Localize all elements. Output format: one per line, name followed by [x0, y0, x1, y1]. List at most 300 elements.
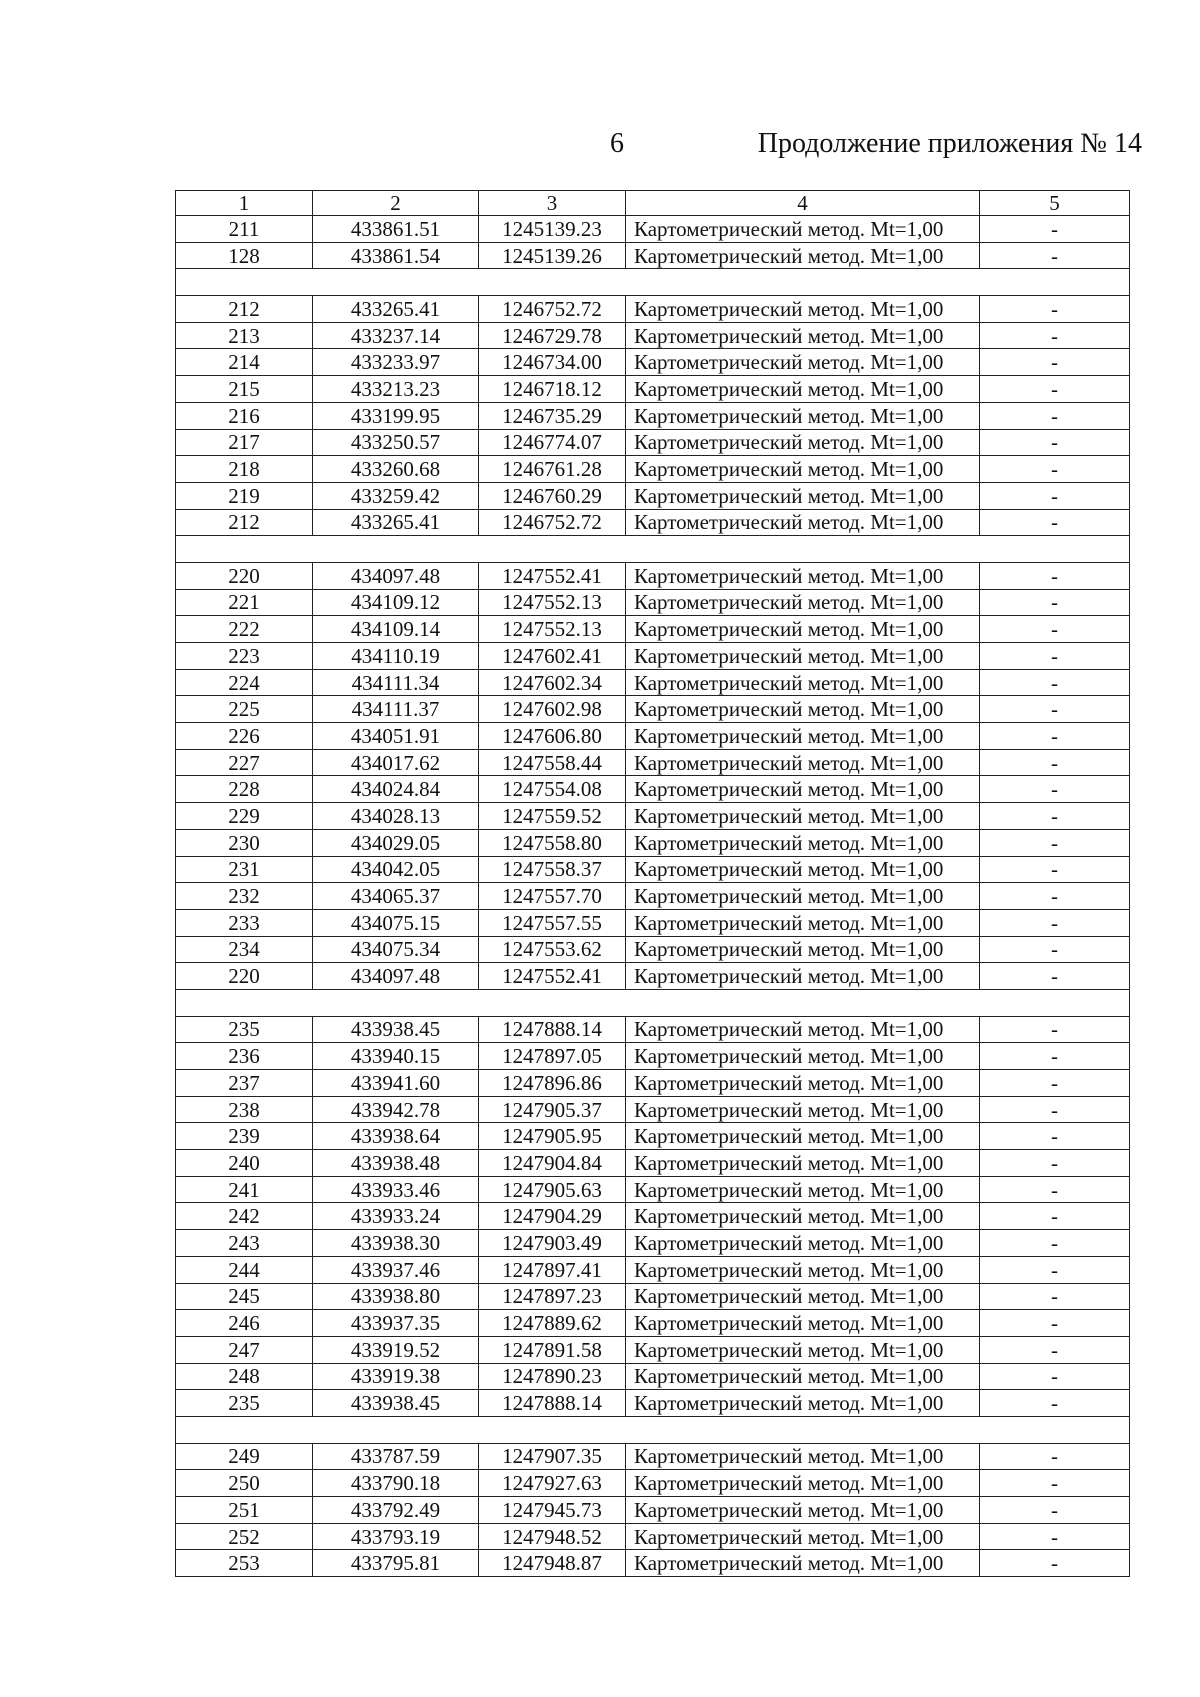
- separator-cell: [176, 269, 1130, 296]
- point-number-cell: 248: [176, 1363, 313, 1390]
- x-coordinate-cell: 433938.45: [313, 1390, 479, 1417]
- point-number-cell: 250: [176, 1470, 313, 1497]
- y-coordinate-cell: 1247907.35: [479, 1443, 626, 1470]
- note-cell: -: [980, 696, 1130, 723]
- x-coordinate-cell: 433861.54: [313, 242, 479, 269]
- y-coordinate-cell: 1247896.86: [479, 1070, 626, 1097]
- note-cell: -: [980, 829, 1130, 856]
- method-cell: Картометрический метод. Mt=1,00: [626, 1363, 980, 1390]
- note-cell: -: [980, 376, 1130, 403]
- y-coordinate-cell: 1247552.13: [479, 589, 626, 616]
- y-coordinate-cell: 1246760.29: [479, 482, 626, 509]
- table-row: [176, 349, 1130, 376]
- table-row: [176, 909, 1130, 936]
- point-number-cell: 212: [176, 509, 313, 536]
- note-cell: -: [980, 1070, 1130, 1097]
- table-row: [176, 1470, 1130, 1497]
- x-coordinate-cell: 434097.48: [313, 963, 479, 990]
- y-coordinate-cell: 1247553.62: [479, 936, 626, 963]
- y-coordinate-cell: 1247558.80: [479, 829, 626, 856]
- table-row: [176, 883, 1130, 910]
- method-cell: Картометрический метод. Mt=1,00: [626, 1497, 980, 1524]
- point-number-cell: 234: [176, 936, 313, 963]
- note-cell: -: [980, 616, 1130, 643]
- note-cell: -: [980, 589, 1130, 616]
- note-cell: -: [980, 803, 1130, 830]
- y-coordinate-cell: 1247602.98: [479, 696, 626, 723]
- point-number-cell: 244: [176, 1256, 313, 1283]
- note-cell: -: [980, 856, 1130, 883]
- table-row: [176, 1096, 1130, 1123]
- y-coordinate-cell: 1247897.23: [479, 1283, 626, 1310]
- point-number-cell: 213: [176, 322, 313, 349]
- point-number-cell: 232: [176, 883, 313, 910]
- method-cell: Картометрический метод. Mt=1,00: [626, 1096, 980, 1123]
- table-row: [176, 1150, 1130, 1177]
- method-cell: Картометрический метод. Mt=1,00: [626, 1550, 980, 1577]
- point-number-cell: 211: [176, 216, 313, 243]
- y-coordinate-cell: 1247890.23: [479, 1363, 626, 1390]
- note-cell: -: [980, 242, 1130, 269]
- note-cell: -: [980, 1043, 1130, 1070]
- x-coordinate-cell: 433919.38: [313, 1363, 479, 1390]
- table-row: [176, 1550, 1130, 1577]
- point-number-cell: 225: [176, 696, 313, 723]
- point-number-cell: 236: [176, 1043, 313, 1070]
- x-coordinate-cell: 433941.60: [313, 1070, 479, 1097]
- y-coordinate-cell: 1245139.23: [479, 216, 626, 243]
- point-number-cell: 222: [176, 616, 313, 643]
- method-cell: Картометрический метод. Mt=1,00: [626, 883, 980, 910]
- point-number-cell: 235: [176, 1016, 313, 1043]
- point-number-cell: 218: [176, 456, 313, 483]
- x-coordinate-cell: 434051.91: [313, 723, 479, 750]
- x-coordinate-cell: 433937.35: [313, 1310, 479, 1337]
- x-coordinate-cell: 434111.37: [313, 696, 479, 723]
- table-body: [176, 216, 1130, 1577]
- table-row: [176, 1336, 1130, 1363]
- note-cell: -: [980, 482, 1130, 509]
- table-row: [176, 296, 1130, 323]
- point-number-cell: 233: [176, 909, 313, 936]
- table-row: [176, 669, 1130, 696]
- group-separator-row: [176, 989, 1130, 1016]
- note-cell: -: [980, 643, 1130, 670]
- x-coordinate-cell: 433265.41: [313, 296, 479, 323]
- y-coordinate-cell: 1247904.29: [479, 1203, 626, 1230]
- x-coordinate-cell: 433787.59: [313, 1443, 479, 1470]
- x-coordinate-cell: 434075.15: [313, 909, 479, 936]
- method-cell: Картометрический метод. Mt=1,00: [626, 803, 980, 830]
- point-number-cell: 219: [176, 482, 313, 509]
- method-cell: Картометрический метод. Mt=1,00: [626, 856, 980, 883]
- point-number-cell: 246: [176, 1310, 313, 1337]
- table-row: [176, 723, 1130, 750]
- method-cell: Картометрический метод. Mt=1,00: [626, 322, 980, 349]
- point-number-cell: 230: [176, 829, 313, 856]
- method-cell: Картометрический метод. Mt=1,00: [626, 1016, 980, 1043]
- x-coordinate-cell: 434110.19: [313, 643, 479, 670]
- group-separator-row: [176, 269, 1130, 296]
- method-cell: Картометрический метод. Mt=1,00: [626, 1256, 980, 1283]
- column-header: 3: [479, 191, 626, 216]
- table-row: [176, 1256, 1130, 1283]
- point-number-cell: 252: [176, 1523, 313, 1550]
- table-row: [176, 456, 1130, 483]
- note-cell: -: [980, 909, 1130, 936]
- method-cell: Картометрический метод. Mt=1,00: [626, 909, 980, 936]
- x-coordinate-cell: 434111.34: [313, 669, 479, 696]
- y-coordinate-cell: 1247558.44: [479, 749, 626, 776]
- note-cell: -: [980, 349, 1130, 376]
- table-row: [176, 242, 1130, 269]
- point-number-cell: 216: [176, 402, 313, 429]
- x-coordinate-cell: 434097.48: [313, 562, 479, 589]
- y-coordinate-cell: 1247927.63: [479, 1470, 626, 1497]
- table-row: [176, 856, 1130, 883]
- y-coordinate-cell: 1246734.00: [479, 349, 626, 376]
- point-number-cell: 220: [176, 562, 313, 589]
- method-cell: Картометрический метод. Mt=1,00: [626, 616, 980, 643]
- y-coordinate-cell: 1246774.07: [479, 429, 626, 456]
- x-coordinate-cell: 433260.68: [313, 456, 479, 483]
- point-number-cell: 235: [176, 1390, 313, 1417]
- y-coordinate-cell: 1246752.72: [479, 509, 626, 536]
- table-row: [176, 1203, 1130, 1230]
- point-number-cell: 241: [176, 1176, 313, 1203]
- y-coordinate-cell: 1247558.37: [479, 856, 626, 883]
- table-row: [176, 776, 1130, 803]
- note-cell: -: [980, 883, 1130, 910]
- table-row: [176, 322, 1130, 349]
- group-separator-row: [176, 536, 1130, 563]
- x-coordinate-cell: 433938.45: [313, 1016, 479, 1043]
- method-cell: Картометрический метод. Mt=1,00: [626, 1390, 980, 1417]
- note-cell: -: [980, 776, 1130, 803]
- method-cell: Картометрический метод. Mt=1,00: [626, 829, 980, 856]
- x-coordinate-cell: 434042.05: [313, 856, 479, 883]
- method-cell: Картометрический метод. Mt=1,00: [626, 429, 980, 456]
- point-number-cell: 249: [176, 1443, 313, 1470]
- method-cell: Картометрический метод. Mt=1,00: [626, 1470, 980, 1497]
- table-row: [176, 1310, 1130, 1337]
- note-cell: -: [980, 1283, 1130, 1310]
- table-row: [176, 1123, 1130, 1150]
- y-coordinate-cell: 1247897.05: [479, 1043, 626, 1070]
- point-number-cell: 243: [176, 1230, 313, 1257]
- method-cell: Картометрический метод. Mt=1,00: [626, 562, 980, 589]
- table-row: [176, 936, 1130, 963]
- column-header: 1: [176, 191, 313, 216]
- method-cell: Картометрический метод. Mt=1,00: [626, 1070, 980, 1097]
- y-coordinate-cell: 1247552.13: [479, 616, 626, 643]
- point-number-cell: 251: [176, 1497, 313, 1524]
- method-cell: Картометрический метод. Mt=1,00: [626, 349, 980, 376]
- table-header-row: [176, 191, 1130, 216]
- note-cell: -: [980, 723, 1130, 750]
- table-row: [176, 1176, 1130, 1203]
- x-coordinate-cell: 434028.13: [313, 803, 479, 830]
- x-coordinate-cell: 433937.46: [313, 1256, 479, 1283]
- method-cell: Картометрический метод. Mt=1,00: [626, 296, 980, 323]
- note-cell: -: [980, 1123, 1130, 1150]
- note-cell: -: [980, 429, 1130, 456]
- table-row: [176, 643, 1130, 670]
- method-cell: Картометрический метод. Mt=1,00: [626, 402, 980, 429]
- point-number-cell: 240: [176, 1150, 313, 1177]
- y-coordinate-cell: 1246735.29: [479, 402, 626, 429]
- method-cell: Картометрический метод. Mt=1,00: [626, 482, 980, 509]
- table-row: [176, 1230, 1130, 1257]
- y-coordinate-cell: 1247948.87: [479, 1550, 626, 1577]
- table-row: [176, 1523, 1130, 1550]
- x-coordinate-cell: 433938.64: [313, 1123, 479, 1150]
- table-row: [176, 216, 1130, 243]
- note-cell: -: [980, 749, 1130, 776]
- y-coordinate-cell: 1247602.34: [479, 669, 626, 696]
- x-coordinate-cell: 433250.57: [313, 429, 479, 456]
- page-caption: Продолжение приложения № 14: [757, 128, 1142, 159]
- table-row: [176, 1443, 1130, 1470]
- x-coordinate-cell: 433938.80: [313, 1283, 479, 1310]
- table-row: [176, 562, 1130, 589]
- point-number-cell: 227: [176, 749, 313, 776]
- x-coordinate-cell: 433861.51: [313, 216, 479, 243]
- method-cell: Картометрический метод. Mt=1,00: [626, 776, 980, 803]
- x-coordinate-cell: 433933.24: [313, 1203, 479, 1230]
- method-cell: Картометрический метод. Mt=1,00: [626, 216, 980, 243]
- group-separator-row: [176, 1416, 1130, 1443]
- point-number-cell: 237: [176, 1070, 313, 1097]
- table-row: [176, 402, 1130, 429]
- point-number-cell: 245: [176, 1283, 313, 1310]
- point-number-cell: 221: [176, 589, 313, 616]
- method-cell: Картометрический метод. Mt=1,00: [626, 589, 980, 616]
- separator-cell: [176, 989, 1130, 1016]
- x-coordinate-cell: 433795.81: [313, 1550, 479, 1577]
- table-row: [176, 482, 1130, 509]
- x-coordinate-cell: 433940.15: [313, 1043, 479, 1070]
- table-row: [176, 1363, 1130, 1390]
- method-cell: Картометрический метод. Mt=1,00: [626, 1043, 980, 1070]
- column-header: 4: [626, 191, 980, 216]
- x-coordinate-cell: 434109.12: [313, 589, 479, 616]
- point-number-cell: 128: [176, 242, 313, 269]
- note-cell: -: [980, 509, 1130, 536]
- table-row: [176, 1016, 1130, 1043]
- separator-cell: [176, 1416, 1130, 1443]
- table-row: [176, 616, 1130, 643]
- y-coordinate-cell: 1246718.12: [479, 376, 626, 403]
- method-cell: Картометрический метод. Mt=1,00: [626, 749, 980, 776]
- note-cell: -: [980, 562, 1130, 589]
- y-coordinate-cell: 1246729.78: [479, 322, 626, 349]
- note-cell: -: [980, 1256, 1130, 1283]
- method-cell: Картометрический метод. Mt=1,00: [626, 1203, 980, 1230]
- method-cell: Картометрический метод. Mt=1,00: [626, 723, 980, 750]
- y-coordinate-cell: 1245139.26: [479, 242, 626, 269]
- x-coordinate-cell: 433919.52: [313, 1336, 479, 1363]
- table-row: [176, 429, 1130, 456]
- method-cell: Картометрический метод. Mt=1,00: [626, 1176, 980, 1203]
- note-cell: -: [980, 1497, 1130, 1524]
- y-coordinate-cell: 1247905.63: [479, 1176, 626, 1203]
- x-coordinate-cell: 433942.78: [313, 1096, 479, 1123]
- x-coordinate-cell: 433237.14: [313, 322, 479, 349]
- method-cell: Картометрический метод. Mt=1,00: [626, 669, 980, 696]
- y-coordinate-cell: 1247552.41: [479, 963, 626, 990]
- table-row: [176, 803, 1130, 830]
- method-cell: Картометрический метод. Mt=1,00: [626, 643, 980, 670]
- method-cell: Картометрический метод. Mt=1,00: [626, 963, 980, 990]
- method-cell: Картометрический метод. Mt=1,00: [626, 1230, 980, 1257]
- method-cell: Картометрический метод. Mt=1,00: [626, 1336, 980, 1363]
- y-coordinate-cell: 1247559.52: [479, 803, 626, 830]
- note-cell: -: [980, 1443, 1130, 1470]
- y-coordinate-cell: 1247948.52: [479, 1523, 626, 1550]
- note-cell: -: [980, 1096, 1130, 1123]
- x-coordinate-cell: 433233.97: [313, 349, 479, 376]
- method-cell: Картометрический метод. Mt=1,00: [626, 376, 980, 403]
- table-row: [176, 829, 1130, 856]
- point-number-cell: 212: [176, 296, 313, 323]
- method-cell: Картометрический метод. Mt=1,00: [626, 1310, 980, 1337]
- point-number-cell: 217: [176, 429, 313, 456]
- note-cell: -: [980, 936, 1130, 963]
- y-coordinate-cell: 1247552.41: [479, 562, 626, 589]
- x-coordinate-cell: 434029.05: [313, 829, 479, 856]
- note-cell: -: [980, 1550, 1130, 1577]
- x-coordinate-cell: 433793.19: [313, 1523, 479, 1550]
- point-number-cell: 214: [176, 349, 313, 376]
- table-row: [176, 1070, 1130, 1097]
- x-coordinate-cell: 433790.18: [313, 1470, 479, 1497]
- point-number-cell: 247: [176, 1336, 313, 1363]
- point-number-cell: 253: [176, 1550, 313, 1577]
- method-cell: Картометрический метод. Mt=1,00: [626, 242, 980, 269]
- table-row: [176, 749, 1130, 776]
- point-number-cell: 229: [176, 803, 313, 830]
- point-number-cell: 215: [176, 376, 313, 403]
- y-coordinate-cell: 1247903.49: [479, 1230, 626, 1257]
- note-cell: -: [980, 1150, 1130, 1177]
- point-number-cell: 242: [176, 1203, 313, 1230]
- y-coordinate-cell: 1247945.73: [479, 1497, 626, 1524]
- method-cell: Картометрический метод. Mt=1,00: [626, 1523, 980, 1550]
- note-cell: -: [980, 1310, 1130, 1337]
- y-coordinate-cell: 1246752.72: [479, 296, 626, 323]
- y-coordinate-cell: 1247905.37: [479, 1096, 626, 1123]
- y-coordinate-cell: 1247888.14: [479, 1016, 626, 1043]
- y-coordinate-cell: 1247888.14: [479, 1390, 626, 1417]
- table-row: [176, 376, 1130, 403]
- note-cell: -: [980, 1203, 1130, 1230]
- column-header: 2: [313, 191, 479, 216]
- y-coordinate-cell: 1246761.28: [479, 456, 626, 483]
- x-coordinate-cell: 433938.30: [313, 1230, 479, 1257]
- table-row: [176, 509, 1130, 536]
- x-coordinate-cell: 433938.48: [313, 1150, 479, 1177]
- x-coordinate-cell: 434024.84: [313, 776, 479, 803]
- y-coordinate-cell: 1247904.84: [479, 1150, 626, 1177]
- note-cell: -: [980, 669, 1130, 696]
- note-cell: -: [980, 1176, 1130, 1203]
- note-cell: -: [980, 322, 1130, 349]
- y-coordinate-cell: 1247602.41: [479, 643, 626, 670]
- x-coordinate-cell: 434017.62: [313, 749, 479, 776]
- note-cell: -: [980, 1230, 1130, 1257]
- note-cell: -: [980, 1470, 1130, 1497]
- note-cell: -: [980, 402, 1130, 429]
- table-row: [176, 963, 1130, 990]
- y-coordinate-cell: 1247606.80: [479, 723, 626, 750]
- point-number-cell: 228: [176, 776, 313, 803]
- method-cell: Картометрический метод. Mt=1,00: [626, 1150, 980, 1177]
- method-cell: Картометрический метод. Mt=1,00: [626, 1443, 980, 1470]
- x-coordinate-cell: 433933.46: [313, 1176, 479, 1203]
- table-row: [176, 1497, 1130, 1524]
- x-coordinate-cell: 433213.23: [313, 376, 479, 403]
- note-cell: -: [980, 1336, 1130, 1363]
- method-cell: Картометрический метод. Mt=1,00: [626, 456, 980, 483]
- note-cell: -: [980, 216, 1130, 243]
- point-number-cell: 238: [176, 1096, 313, 1123]
- point-number-cell: 223: [176, 643, 313, 670]
- separator-cell: [176, 536, 1130, 563]
- y-coordinate-cell: 1247557.55: [479, 909, 626, 936]
- table-row: [176, 589, 1130, 616]
- table-row: [176, 1390, 1130, 1417]
- note-cell: -: [980, 1363, 1130, 1390]
- y-coordinate-cell: 1247897.41: [479, 1256, 626, 1283]
- point-number-cell: 226: [176, 723, 313, 750]
- x-coordinate-cell: 434075.34: [313, 936, 479, 963]
- method-cell: Картометрический метод. Mt=1,00: [626, 509, 980, 536]
- note-cell: -: [980, 1016, 1130, 1043]
- point-number-cell: 224: [176, 669, 313, 696]
- x-coordinate-cell: 433792.49: [313, 1497, 479, 1524]
- note-cell: -: [980, 1390, 1130, 1417]
- coordinates-table: [175, 190, 1130, 1577]
- y-coordinate-cell: 1247554.08: [479, 776, 626, 803]
- x-coordinate-cell: 434065.37: [313, 883, 479, 910]
- method-cell: Картометрический метод. Mt=1,00: [626, 1123, 980, 1150]
- method-cell: Картометрический метод. Mt=1,00: [626, 696, 980, 723]
- x-coordinate-cell: 433265.41: [313, 509, 479, 536]
- note-cell: -: [980, 296, 1130, 323]
- table-row: [176, 1043, 1130, 1070]
- note-cell: -: [980, 456, 1130, 483]
- y-coordinate-cell: 1247905.95: [479, 1123, 626, 1150]
- x-coordinate-cell: 434109.14: [313, 616, 479, 643]
- point-number-cell: 239: [176, 1123, 313, 1150]
- note-cell: -: [980, 1523, 1130, 1550]
- y-coordinate-cell: 1247891.58: [479, 1336, 626, 1363]
- point-number-cell: 231: [176, 856, 313, 883]
- y-coordinate-cell: 1247889.62: [479, 1310, 626, 1337]
- column-header: 5: [980, 191, 1130, 216]
- method-cell: Картометрический метод. Mt=1,00: [626, 936, 980, 963]
- x-coordinate-cell: 433259.42: [313, 482, 479, 509]
- method-cell: Картометрический метод. Mt=1,00: [626, 1283, 980, 1310]
- table-row: [176, 1283, 1130, 1310]
- y-coordinate-cell: 1247557.70: [479, 883, 626, 910]
- x-coordinate-cell: 433199.95: [313, 402, 479, 429]
- page-number: 6: [610, 128, 624, 159]
- point-number-cell: 220: [176, 963, 313, 990]
- note-cell: -: [980, 963, 1130, 990]
- table-row: [176, 696, 1130, 723]
